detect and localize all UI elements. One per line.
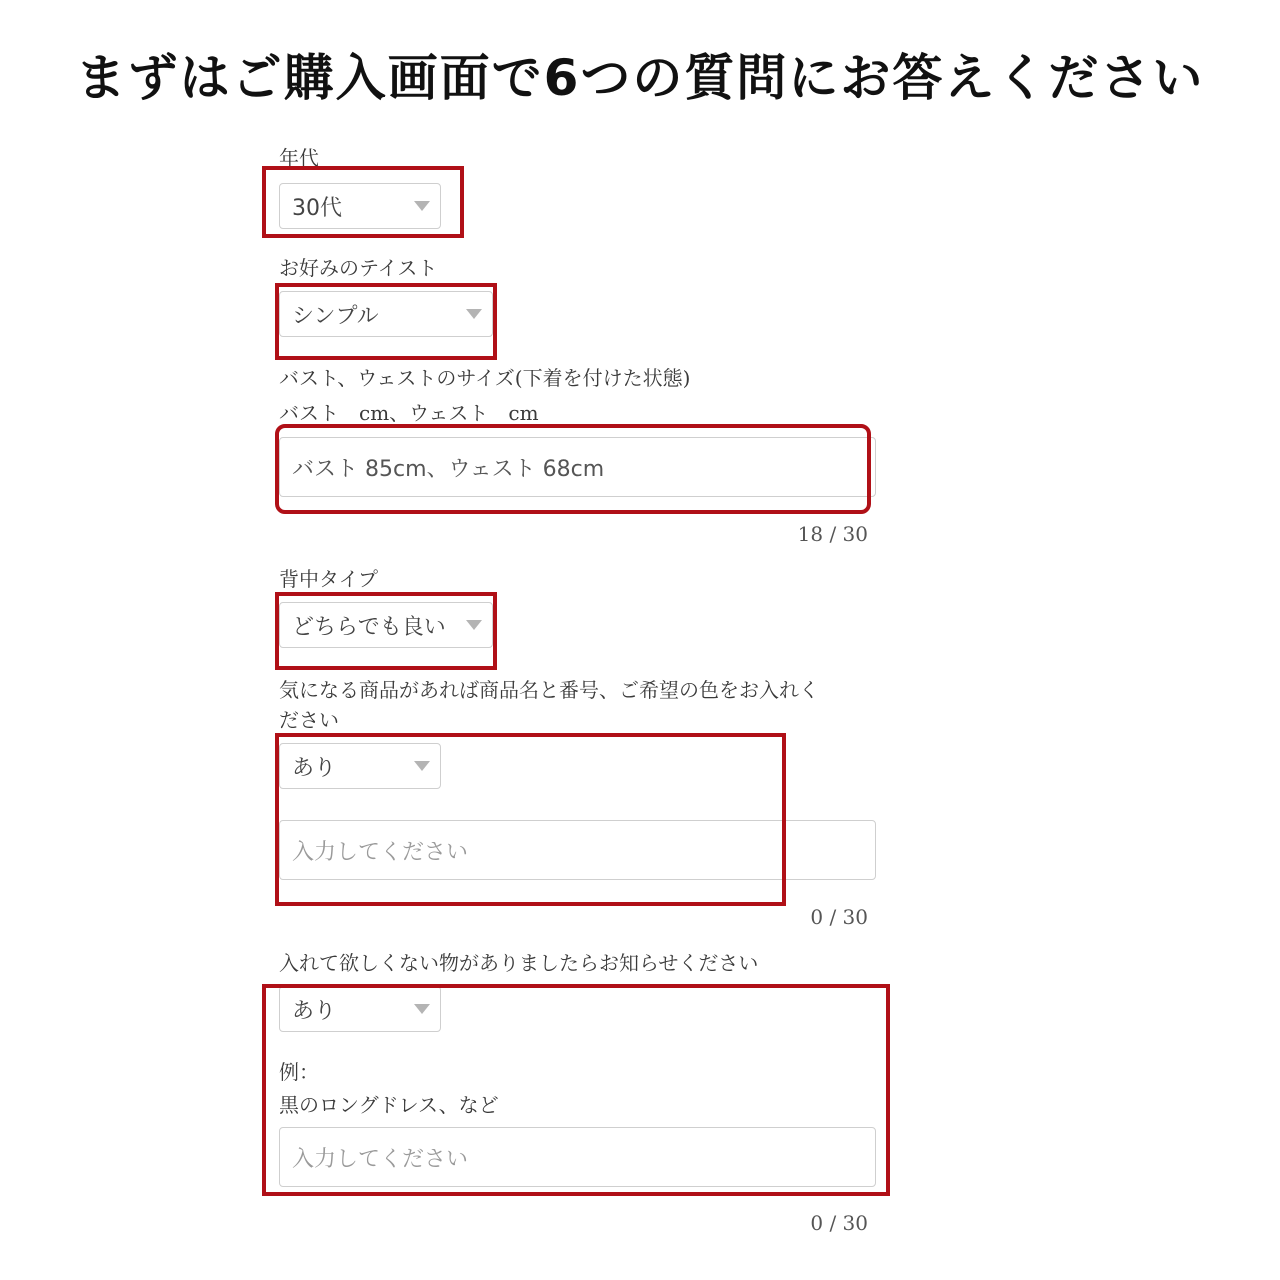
items-select[interactable]: [279, 743, 441, 789]
chevron-down-icon: [414, 761, 430, 771]
exclude-select-value: あり: [292, 998, 337, 1024]
items-label-line2: ださい: [279, 708, 339, 732]
size-input[interactable]: バスト 85cm、ウェスト 68cm: [279, 437, 876, 497]
chevron-down-icon: [414, 1004, 430, 1014]
size-char-counter: 18 / 30: [797, 522, 868, 546]
items-char-counter: 0 / 30: [810, 905, 868, 929]
back-type-label: 背中タイプ: [279, 567, 378, 591]
exclude-select[interactable]: [279, 986, 441, 1032]
back-type-select[interactable]: [279, 602, 493, 648]
taste-label: お好みのテイスト: [279, 256, 438, 280]
size-label: バスト、ウェストのサイズ(下着を付けた状態): [279, 366, 691, 390]
age-label: 年代: [279, 146, 319, 170]
back-type-select-value: どちらでも良い: [292, 614, 446, 640]
age-select-value: 30代: [292, 195, 342, 221]
exclude-example-label: 例：: [279, 1060, 319, 1084]
exclude-char-counter: 0 / 30: [810, 1211, 868, 1235]
age-select[interactable]: [279, 183, 441, 229]
items-select-value: あり: [292, 755, 337, 781]
chevron-down-icon: [466, 620, 482, 630]
taste-select[interactable]: [279, 291, 493, 337]
items-label-line1: 気になる商品があれば商品名と番号、ご希望の色をお入れく: [279, 678, 819, 702]
exclude-input[interactable]: 入力してください: [279, 1127, 876, 1187]
taste-select-value: シンプル: [292, 303, 379, 329]
page-headline: まずはご購入画面で6つの質問にお答えください: [75, 49, 1205, 107]
items-input[interactable]: 入力してください: [279, 820, 876, 880]
chevron-down-icon: [466, 309, 482, 319]
chevron-down-icon: [414, 201, 430, 211]
size-hint: バスト cm、ウェスト cm: [279, 401, 539, 425]
exclude-label: 入れて欲しくない物がありましたらお知らせください: [279, 951, 759, 975]
exclude-example-text: 黒のロングドレス、など: [279, 1093, 499, 1117]
